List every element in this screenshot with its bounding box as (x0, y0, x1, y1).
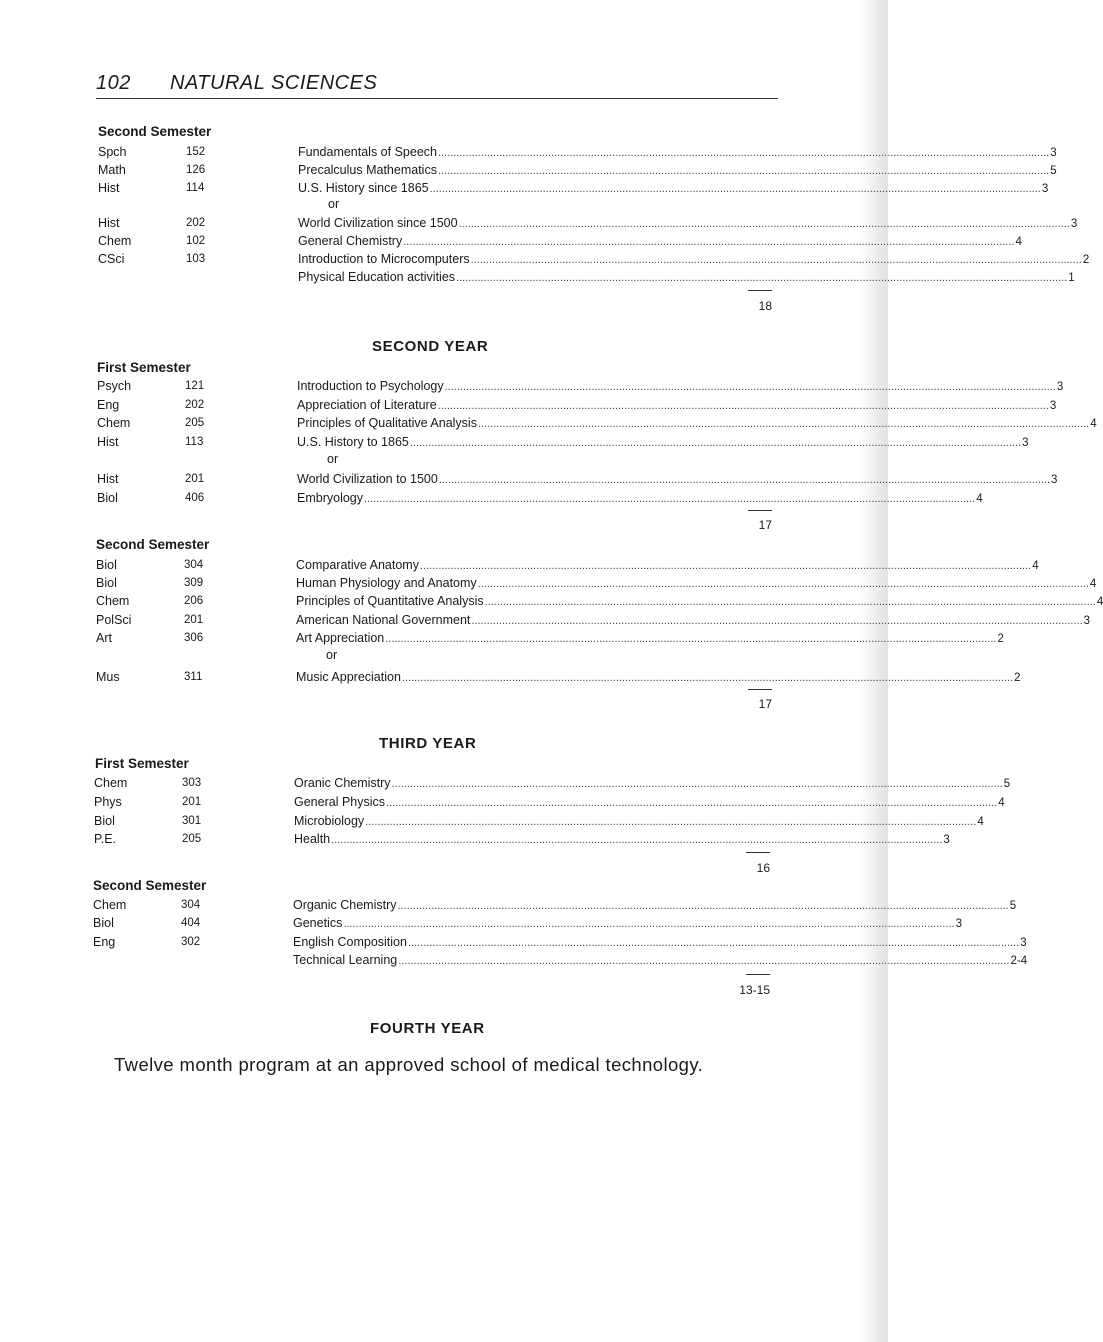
course-department: P.E. (94, 832, 117, 846)
course-number: 404 (181, 917, 201, 929)
course-department: Psych (97, 379, 132, 393)
course-credits: 4 (1096, 596, 1103, 608)
header-rule (96, 98, 778, 99)
dot-leader: ........................................................................................................................................................................................................ (444, 381, 1056, 393)
course-title-line (297, 470, 1058, 489)
course-number: 303 (182, 777, 202, 789)
course-title: Human Physiology and Anatomy (296, 576, 477, 590)
course-number: 113 (185, 436, 204, 448)
dot-leader: ........................................................................................................................................................................................................ (438, 474, 1051, 486)
course-credits: 3 (1049, 400, 1057, 412)
page-number: 102 (96, 72, 131, 94)
fourth-year-description: Twelve month program at an approved school of medical technology. (114, 1054, 704, 1075)
dot-leader: ........................................................................................................................................................................................................ (429, 183, 1041, 195)
dot-leader: ........................................................................................................................................................................................................ (471, 615, 1083, 627)
dot-leader: ........................................................................................................................................................................................................ (419, 560, 1032, 572)
course-title-line (294, 774, 1011, 793)
course-title: Music Appreciation (296, 670, 401, 684)
dot-leader: ........................................................................................................................................................................................................ (477, 578, 1089, 590)
course-row (97, 433, 1029, 451)
course-department: Mus (96, 670, 120, 684)
course-department: Hist (98, 216, 120, 230)
course-credits: 4 (1090, 418, 1097, 430)
dot-leader: ........................................................................................................................................................................................................ (331, 834, 943, 846)
semester-title: Second Semester (96, 537, 210, 552)
course-title-line (298, 268, 1075, 287)
dot-leader: ........................................................................................................................................................................................................ (403, 236, 1015, 248)
course-credits: 1 (1068, 272, 1075, 284)
semester-title: Second Semester (93, 878, 207, 893)
course-title: Technical Learning (293, 953, 398, 967)
course-number: 202 (185, 399, 205, 411)
course-department: Chem (94, 776, 128, 790)
course-title-line (293, 914, 962, 933)
course-row (94, 830, 950, 848)
total-rule (748, 510, 772, 511)
course-department: CSci (98, 252, 125, 266)
course-credits: 3 (1083, 615, 1091, 627)
course-title: Introduction to Psychology (297, 379, 444, 393)
dot-leader: ........................................................................................................................................................................................................ (407, 937, 1020, 949)
course-title: American National Government (296, 613, 471, 627)
year-title: THIRD YEAR (379, 735, 477, 752)
dot-leader: ........................................................................................................................................................................................................ (398, 955, 1010, 967)
course-row (98, 161, 1057, 179)
alternative-or: or (328, 197, 340, 211)
course-title: Physical Education activities (298, 270, 456, 284)
course-department: PolSci (96, 613, 132, 627)
course-title-line (298, 161, 1057, 180)
course-department: Hist (97, 472, 119, 486)
course-department: Biol (93, 916, 114, 930)
total-rule (748, 689, 772, 690)
course-row (93, 933, 1027, 951)
course-title: English Composition (293, 935, 407, 949)
course-title: U.S. History since 1865 (298, 181, 429, 195)
course-title-line (296, 611, 1091, 630)
course-title-line (293, 933, 1027, 952)
course-number: 311 (184, 671, 203, 683)
dot-leader: ........................................................................................................................................................................................................ (477, 418, 1090, 430)
course-credits: 3 (1022, 437, 1029, 449)
course-title: Introduction to Microcomputers (298, 252, 470, 266)
course-credits: 3 (955, 918, 962, 930)
course-department: Biol (96, 558, 117, 572)
course-department: Eng (93, 935, 116, 949)
course-number: 152 (186, 146, 206, 158)
course-title-line (293, 896, 1017, 915)
section-title: NATURAL SCIENCES (170, 72, 378, 94)
course-row (96, 574, 1097, 592)
course-title: World Civilization since 1500 (298, 216, 458, 230)
course-row (98, 232, 1022, 250)
course-title-line (297, 433, 1029, 452)
course-credits: 2 (1014, 672, 1021, 684)
course-number: 304 (184, 559, 204, 571)
course-number: 114 (186, 182, 205, 194)
course-number: 201 (184, 614, 204, 626)
course-row (96, 629, 1004, 647)
course-row (93, 914, 962, 932)
year-title: SECOND YEAR (372, 338, 489, 355)
course-title: Embryology (297, 491, 363, 505)
course-row (96, 611, 1091, 629)
course-title: World Civilization to 1500 (297, 472, 438, 486)
course-row (97, 489, 983, 507)
course-number: 205 (182, 833, 202, 845)
dot-leader: ........................................................................................................................................................................................................ (437, 400, 1049, 412)
course-credits: 4 (977, 816, 984, 828)
course-number: 201 (182, 796, 202, 808)
course-title: U.S. History to 1865 (297, 435, 409, 449)
course-number: 304 (181, 899, 201, 911)
dot-leader: ........................................................................................................................................................................................................ (385, 633, 997, 645)
course-row (98, 250, 1090, 268)
dot-leader: ........................................................................................................................................................................................................ (456, 272, 1068, 284)
course-row (97, 470, 1058, 488)
course-credits: 4 (976, 493, 983, 505)
course-row (94, 774, 1011, 792)
course-title: Organic Chemistry (293, 898, 397, 912)
course-credits: 5 (1050, 165, 1057, 177)
dot-leader: ........................................................................................................................................................................................................ (364, 493, 976, 505)
dot-leader: ........................................................................................................................................................................................................ (397, 900, 1009, 912)
course-number: 102 (186, 235, 206, 247)
course-title-line (296, 592, 1103, 611)
dot-leader: ........................................................................................................................................................................................................ (484, 596, 1096, 608)
course-department: Chem (93, 898, 127, 912)
course-number: 302 (181, 936, 201, 948)
semester-total-credits: 16 (756, 861, 770, 875)
course-title-line (298, 214, 1078, 233)
course-row (97, 377, 1064, 395)
course-row (98, 214, 1078, 232)
semester-title: First Semester (97, 360, 191, 375)
course-title: Comparative Anatomy (296, 558, 419, 572)
course-title: Oranic Chemistry (294, 776, 391, 790)
total-rule (746, 974, 770, 975)
course-credits: 3 (1051, 474, 1058, 486)
course-row (96, 556, 1039, 574)
course-row (97, 414, 1097, 432)
course-title-line (294, 830, 950, 849)
course-credits: 2-4 (1010, 955, 1028, 967)
course-title: Fundamentals of Speech (298, 145, 437, 159)
course-department: Art (96, 631, 112, 645)
course-department: Chem (98, 234, 132, 248)
course-title: Principles of Qualitative Analysis (297, 416, 477, 430)
course-department: Chem (96, 594, 130, 608)
semester-title: First Semester (95, 756, 189, 771)
course-credits: 4 (1089, 578, 1097, 590)
course-department: Hist (98, 181, 120, 195)
semester-total-credits: 18 (758, 299, 772, 313)
course-department: Spch (98, 145, 127, 159)
course-department: Biol (97, 491, 118, 505)
course-number: 103 (186, 253, 206, 265)
dot-leader: ........................................................................................................................................................................................................ (401, 672, 1014, 684)
course-title: Health (294, 832, 331, 846)
course-row (94, 812, 984, 830)
course-department: Math (98, 163, 126, 177)
course-credits: 3 (943, 834, 950, 846)
semester-title: Second Semester (98, 124, 212, 139)
dot-leader: ........................................................................................................................................................................................................ (365, 816, 977, 828)
dot-leader: ........................................................................................................................................................................................................ (409, 437, 1022, 449)
dot-leader: ........................................................................................................................................................................................................ (437, 147, 1050, 159)
course-department: Biol (94, 814, 115, 828)
course-title-line (296, 556, 1039, 575)
course-title: General Physics (294, 795, 386, 809)
dot-leader: ........................................................................................................................................................................................................ (470, 254, 1082, 266)
course-title-line (294, 793, 1005, 812)
course-number: 126 (186, 164, 206, 176)
course-number: 206 (184, 595, 204, 607)
course-number: 205 (185, 417, 205, 429)
course-title: General Chemistry (298, 234, 403, 248)
course-row (96, 668, 1021, 686)
course-title: Principles of Quantitative Analysis (296, 594, 484, 608)
course-title-line (298, 143, 1057, 162)
course-credits: 3 (1070, 218, 1078, 230)
course-row (93, 951, 1028, 969)
course-title-line (296, 629, 1004, 648)
course-credits: 4 (998, 797, 1005, 809)
course-credits: 2 (1082, 254, 1090, 266)
course-row (98, 143, 1057, 161)
alternative-or: or (326, 648, 338, 662)
course-department: Chem (97, 416, 131, 430)
course-credits: 4 (1032, 560, 1039, 572)
course-row (94, 793, 1005, 811)
course-title-line (298, 232, 1022, 251)
course-credits: 3 (1020, 937, 1027, 949)
page-header (96, 72, 778, 95)
course-department: Hist (97, 435, 119, 449)
course-title: Genetics (293, 916, 343, 930)
course-title: Appreciation of Literature (297, 398, 437, 412)
course-title: Microbiology (294, 814, 365, 828)
course-title-line (296, 574, 1097, 593)
course-number: 309 (184, 577, 204, 589)
course-number: 406 (185, 492, 205, 504)
semester-total-credits: 17 (758, 518, 772, 532)
course-number: 202 (186, 217, 206, 229)
total-rule (748, 290, 772, 291)
course-row (98, 179, 1049, 197)
total-rule (746, 852, 770, 853)
course-number: 306 (184, 632, 204, 644)
course-number: 301 (182, 815, 202, 827)
alternative-or: or (327, 452, 339, 466)
course-credits: 5 (1003, 778, 1011, 790)
course-title-line (297, 396, 1057, 415)
course-row (98, 268, 1075, 286)
course-credits: 2 (997, 633, 1004, 645)
course-title: Precalculus Mathematics (298, 163, 437, 177)
semester-total-credits: 13-15 (739, 983, 770, 997)
course-department: Phys (94, 795, 122, 809)
course-title-line (298, 250, 1090, 269)
course-department: Eng (97, 398, 120, 412)
year-title-fourth: FOURTH YEAR (370, 1020, 485, 1037)
dot-leader: ........................................................................................................................................................................................................ (391, 778, 1003, 790)
course-title-line (297, 489, 983, 508)
course-title: Art Appreciation (296, 631, 385, 645)
dot-leader: ........................................................................................................................................................................................................ (343, 918, 955, 930)
course-row (97, 396, 1057, 414)
course-credits: 3 (1041, 183, 1049, 195)
dot-leader: ........................................................................................................................................................................................................ (386, 797, 998, 809)
course-title-line (298, 179, 1049, 198)
course-title-line (296, 668, 1021, 687)
course-credits: 3 (1056, 381, 1064, 393)
course-number: 121 (185, 380, 205, 392)
course-credits: 5 (1009, 900, 1017, 912)
course-department: Biol (96, 576, 117, 590)
course-title-line (297, 414, 1097, 433)
dot-leader: ........................................................................................................................................................................................................ (437, 165, 1050, 177)
course-number: 201 (185, 473, 205, 485)
course-row (93, 896, 1017, 914)
course-title-line (293, 951, 1028, 970)
semester-total-credits: 17 (758, 697, 772, 711)
course-title-line (297, 377, 1064, 396)
course-credits: 4 (1015, 236, 1022, 248)
course-title-line (294, 812, 984, 831)
course-row (96, 592, 1103, 610)
course-credits: 3 (1050, 147, 1057, 159)
dot-leader: ........................................................................................................................................................................................................ (458, 218, 1070, 230)
